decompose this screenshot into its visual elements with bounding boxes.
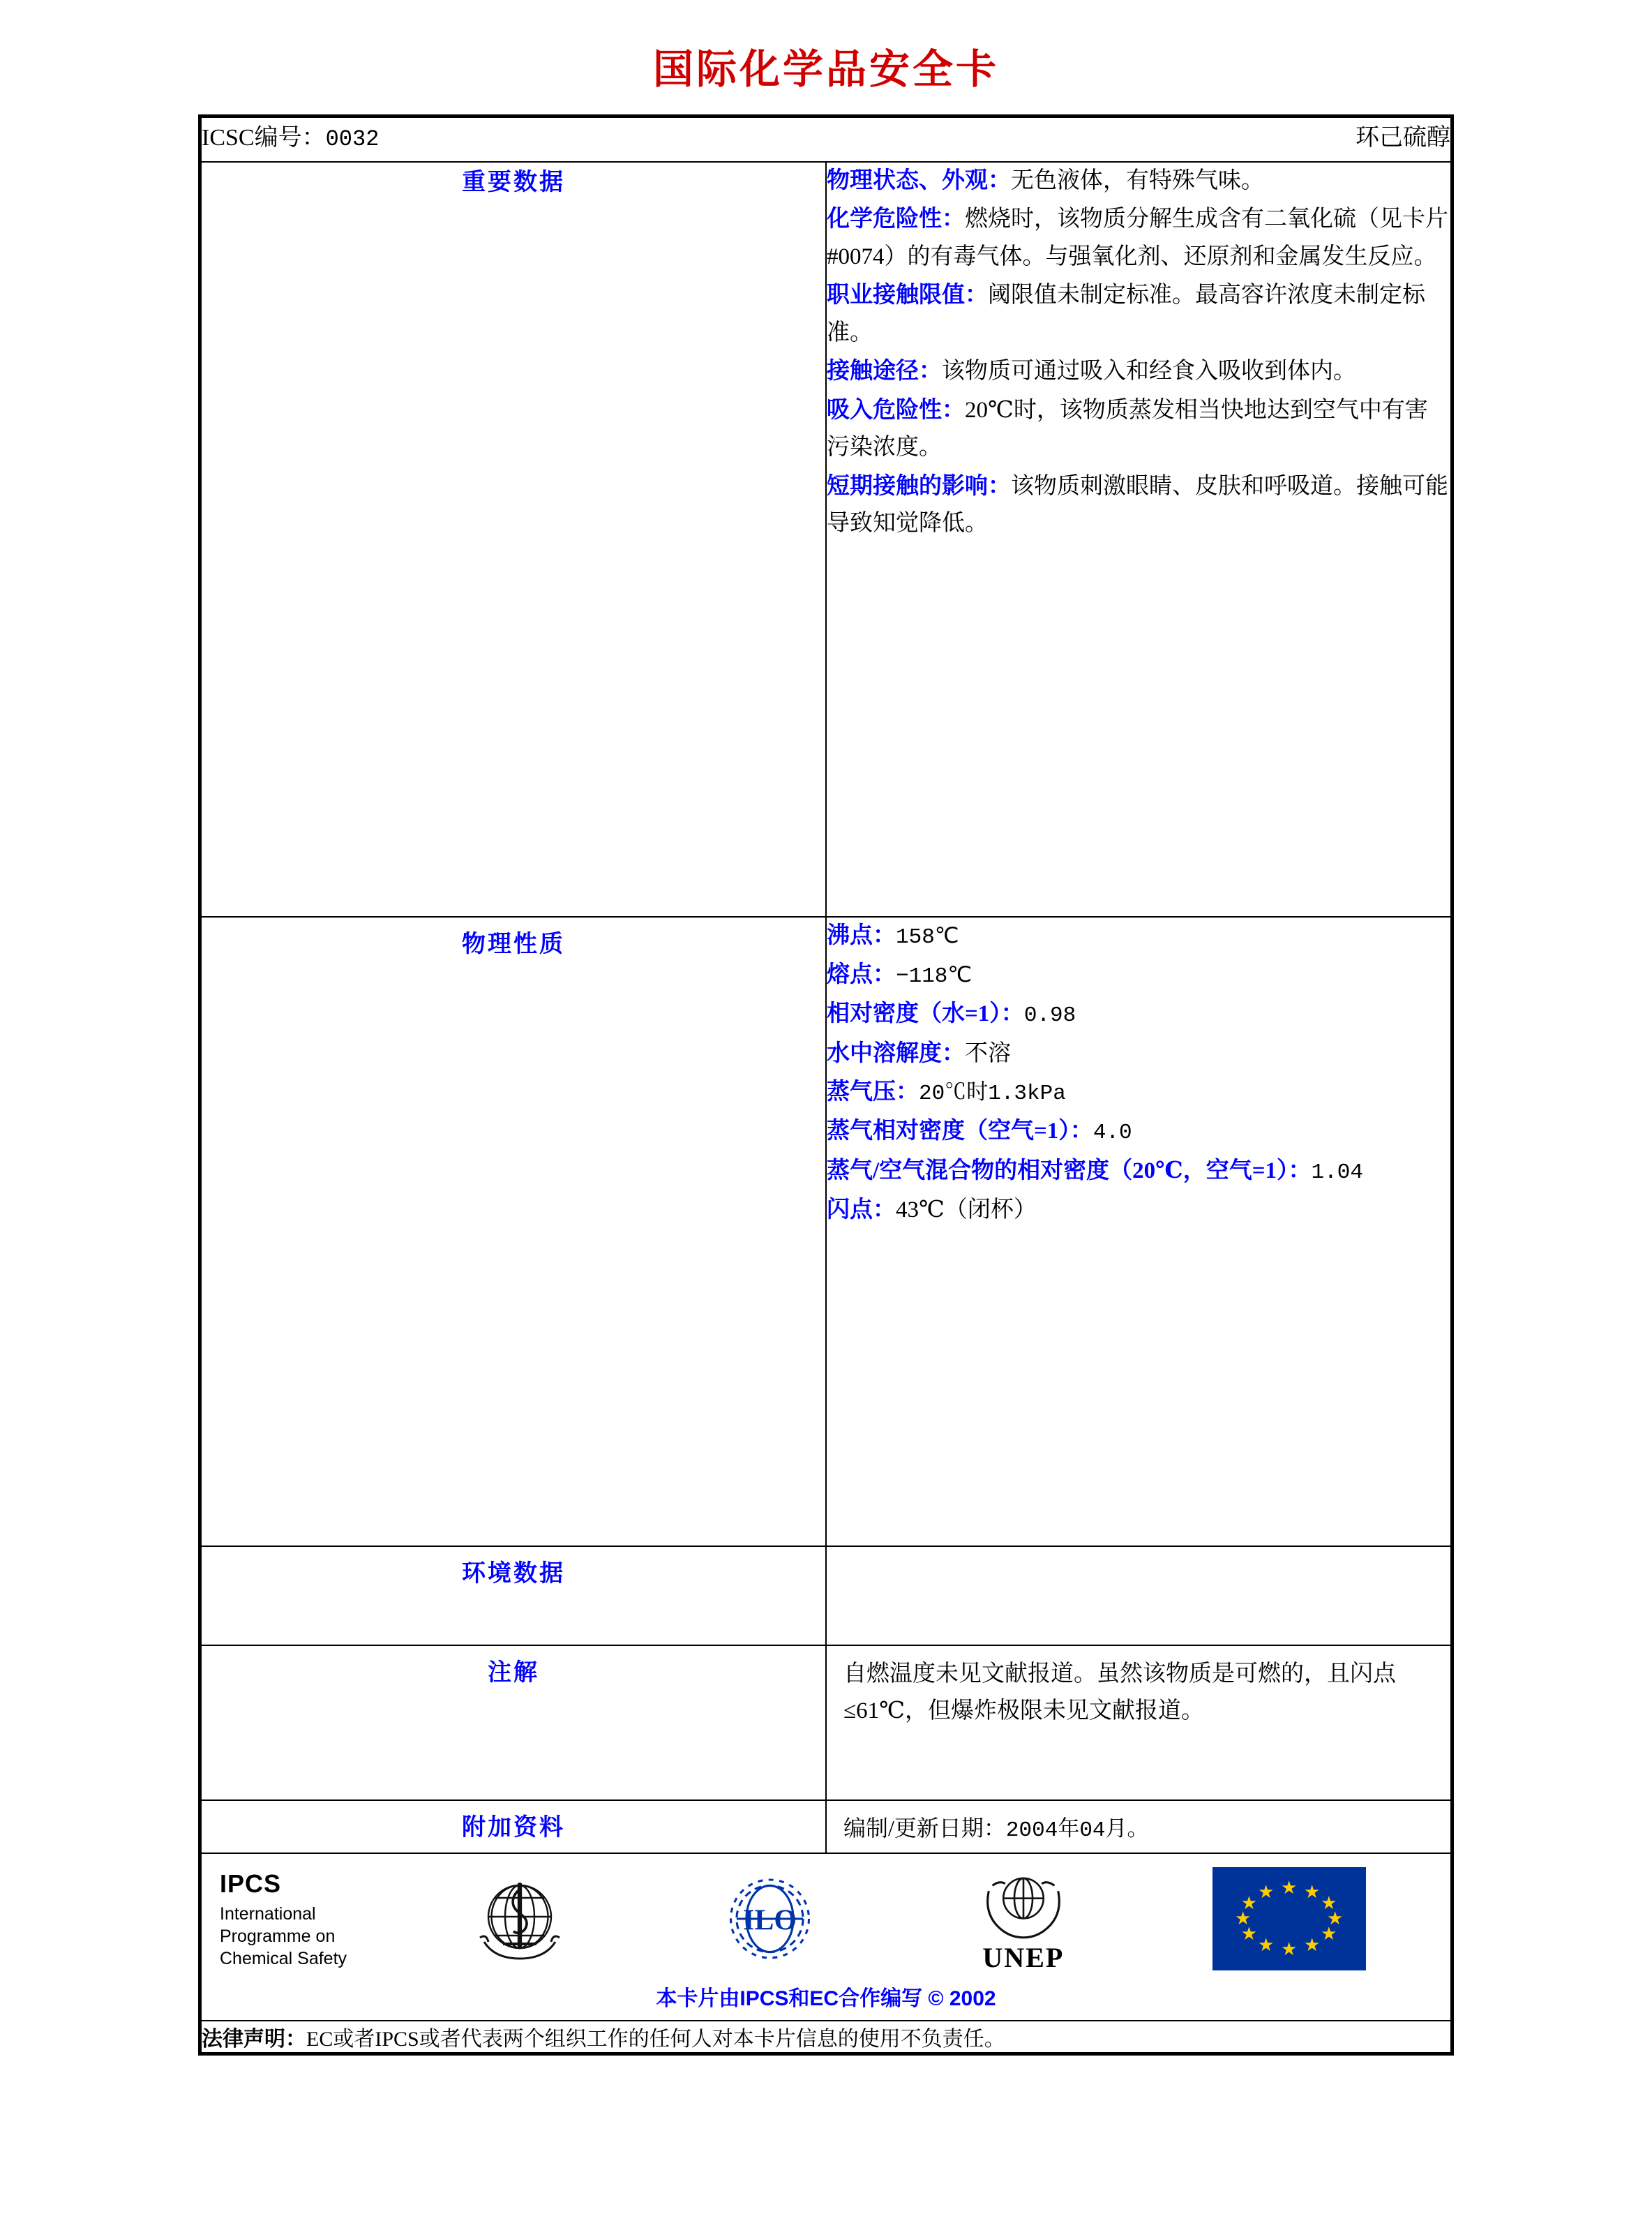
copyright-notice: 本卡片由IPCS和EC合作编写 © 2002 — [656, 1987, 996, 2010]
physical-item-value: 1.04 — [1311, 1160, 1363, 1185]
eu-star-icon: ★ — [1321, 1924, 1337, 1945]
physical-item — [827, 996, 1450, 1033]
physical-properties-row — [201, 917, 1451, 1546]
important-item-key: 物理状态、外观： — [827, 168, 1011, 193]
additional-info-label: 附加资料 — [462, 1815, 565, 1841]
notes-label-cell — [201, 1645, 826, 1800]
legal-text: EC或者IPCS或者代表两个组织工作的任何人对本卡片信息的使用不负责任。 — [306, 2028, 1005, 2051]
icsc-number-value: 0032 — [325, 126, 380, 152]
important-item — [827, 468, 1450, 543]
legal-row — [201, 2021, 1451, 2053]
important-item — [827, 277, 1450, 352]
physical-item-value: 4.0 — [1092, 1121, 1132, 1146]
important-item-value: 该物质可通过吸入和经食入吸收到体内。 — [942, 359, 1356, 384]
physical-properties-content — [826, 917, 1451, 1546]
chemical-name: 环己硫醇 — [1356, 125, 1450, 151]
ilo-logo — [705, 1870, 834, 1968]
card-header-row — [201, 117, 1451, 162]
important-item — [827, 353, 1450, 390]
svg-text:ILO: ILO — [743, 1904, 797, 1937]
physical-item — [827, 1074, 1450, 1112]
physical-item-key: 沸点： — [827, 923, 896, 948]
physical-item — [827, 1192, 1450, 1229]
eu-star-icon: ★ — [1280, 1939, 1298, 1960]
important-data-label: 重要数据 — [462, 170, 565, 195]
eu-star-icon: ★ — [1240, 1892, 1258, 1913]
eu-star-icon: ★ — [1257, 1881, 1275, 1902]
legal-label: 法律声明： — [202, 2028, 306, 2051]
important-item-key: 吸入危险性： — [827, 397, 965, 423]
important-item-value: 燃烧时，该物质分解生成含有二氧化硫（见卡片#0074）的有毒气体。与强氧化剂、还原剂和金属发生反应。 — [827, 207, 1448, 269]
footer-logos-row — [201, 1853, 1451, 2021]
physical-item-key: 蒸气相对密度（空气=1）： — [827, 1118, 1093, 1144]
eu-star-icon: ★ — [1303, 1935, 1321, 1956]
physical-item-key: 蒸气压： — [827, 1079, 919, 1105]
important-item-value: 阈限值未制定标准。最高容许浓度未制定标准。 — [827, 283, 1425, 345]
safety-card — [198, 114, 1454, 2056]
ipcs-branding — [220, 1868, 401, 1969]
additional-info-row — [201, 1800, 1451, 1853]
physical-item-key: 熔点： — [827, 962, 896, 988]
legal-cell — [201, 2021, 1451, 2053]
important-item — [827, 163, 1450, 200]
additional-info-content-cell — [826, 1800, 1451, 1853]
important-item-key: 接触途径： — [827, 359, 942, 384]
notes-text: 自燃温度未见文献报道。虽然该物质是可燃的，且闪点≤61℃，但爆炸极限未见文献报道。 — [843, 1661, 1396, 1724]
eu-star-icon: ★ — [1303, 1881, 1321, 1902]
ipcs-full-line-3: Chemical Safety — [220, 1948, 347, 1968]
card-table — [200, 117, 1452, 2053]
eu-star-icon: ★ — [1234, 1908, 1252, 1929]
physical-item-key: 闪点： — [827, 1197, 896, 1222]
ipcs-acronym: IPCS — [220, 1869, 282, 1899]
important-item-key: 短期接触的影响： — [827, 473, 1011, 499]
environmental-data-row — [201, 1546, 1451, 1645]
footer-logos-cell — [201, 1853, 1451, 2021]
eu-star-icon: ★ — [1240, 1924, 1258, 1945]
physical-item-key: 蒸气/空气混合物的相对密度（20℃，空气=1）： — [827, 1158, 1312, 1183]
additional-info-date: 2004年04月。 — [1005, 1818, 1149, 1843]
important-item-value: 20℃时，该物质蒸发相当快地达到空气中有害污染浓度。 — [827, 397, 1428, 461]
physical-item-value: 不溶 — [965, 1040, 1011, 1066]
physical-item — [827, 1113, 1450, 1151]
ipcs-full-line-1: International — [220, 1903, 316, 1924]
eu-flag-wrapper — [1212, 1867, 1366, 1970]
physical-properties-label-cell — [201, 917, 826, 1546]
important-data-row — [201, 162, 1451, 917]
important-item-value: 该物质刺激眼睛、皮肤和呼吸道。接触可能导致知觉降低。 — [827, 473, 1448, 537]
unep-logo — [968, 1864, 1079, 1974]
physical-item — [827, 1153, 1450, 1190]
physical-item — [827, 957, 1450, 994]
eu-star-icon: ★ — [1257, 1935, 1275, 1956]
physical-item-value: 0.98 — [1023, 1003, 1076, 1028]
environmental-data-label: 环境数据 — [462, 1561, 565, 1587]
eu-star-icon: ★ — [1280, 1877, 1298, 1898]
physical-item-value: 158℃ — [896, 925, 959, 950]
icsc-safety-card-page — [0, 36, 1652, 2056]
eu-star-icon: ★ — [1321, 1892, 1337, 1913]
additional-info-prefix: 编制/更新日期： — [843, 1816, 1006, 1841]
physical-properties-label: 物理性质 — [462, 931, 565, 957]
eu-star-icon: ★ — [1326, 1908, 1344, 1929]
important-item — [827, 392, 1450, 467]
notes-label: 注解 — [488, 1660, 539, 1686]
physical-item-value: −118℃ — [896, 964, 973, 989]
physical-item-value: 43℃（闭杯） — [896, 1197, 1037, 1222]
environmental-data-content — [826, 1546, 1451, 1645]
who-logo — [467, 1866, 572, 1971]
notes-content-cell — [826, 1645, 1451, 1800]
notes-row — [201, 1645, 1451, 1800]
important-item-key: 职业接触限值： — [827, 283, 988, 308]
eu-flag — [1212, 1867, 1366, 1970]
ipcs-full-line-2: Programme on — [220, 1926, 336, 1946]
physical-item-key: 相对密度（水=1）： — [827, 1001, 1024, 1027]
unep-caption: UNEP — [982, 1942, 1065, 1973]
important-data-label-cell — [201, 162, 826, 917]
important-item-value: 无色液体，有特殊气味。 — [1011, 168, 1264, 193]
environmental-data-label-cell — [201, 1546, 826, 1645]
additional-info-label-cell — [201, 1800, 826, 1853]
physical-item — [827, 1035, 1450, 1072]
physical-item — [827, 918, 1450, 955]
important-item-key: 化学危险性： — [827, 207, 965, 232]
card-header-cell — [201, 117, 1451, 162]
physical-item-key: 水中溶解度： — [827, 1040, 965, 1066]
important-data-content — [826, 162, 1451, 917]
important-item — [827, 201, 1450, 276]
icsc-number-group — [202, 118, 379, 152]
physical-item-value: 20℃时1.3kPa — [919, 1082, 1066, 1107]
icsc-number-label: ICSC编号： — [202, 125, 326, 151]
page-title: 国际化学品安全卡 — [652, 47, 999, 92]
additional-info-text — [827, 1801, 1450, 1853]
